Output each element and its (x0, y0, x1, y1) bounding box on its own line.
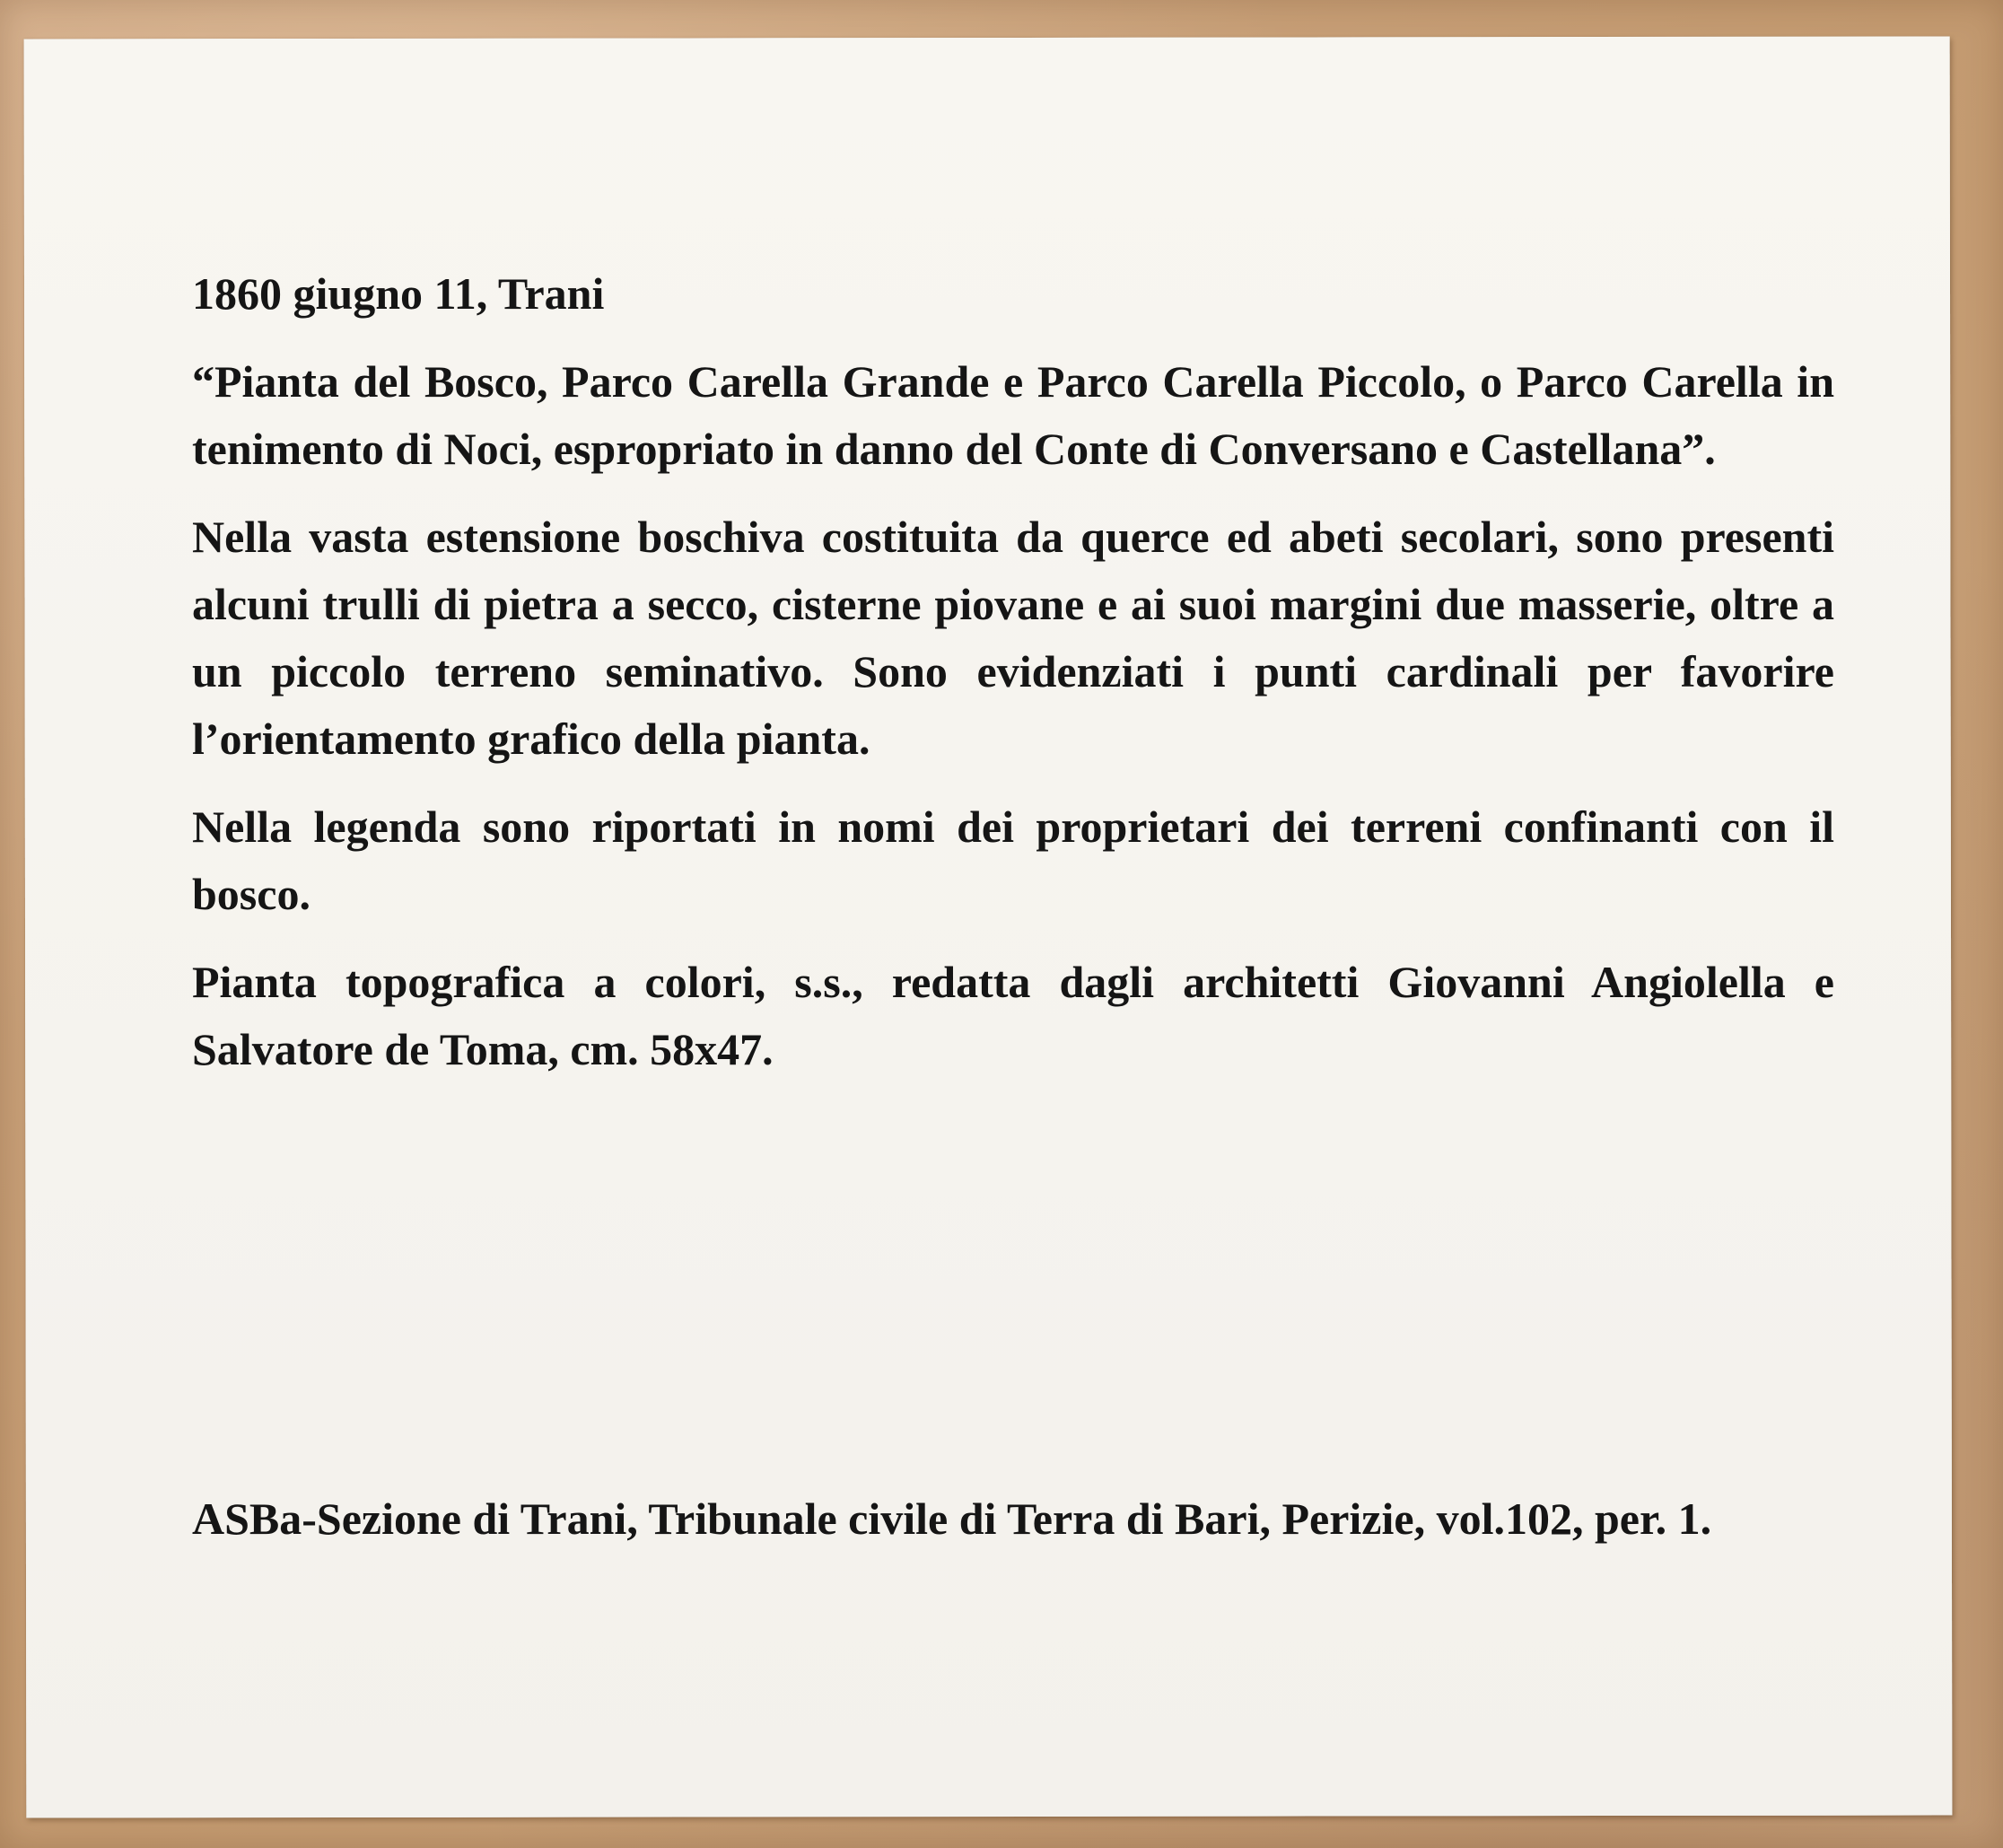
legend-note-paragraph: Nella legenda sono riportati in nomi dei proprietari dei terreni confinanti con il bosco. (192, 801, 1834, 919)
description-paragraph: Nella vasta estensione boschiva costituita da querce ed abeti secolari, sono presenti alcuni trulli di pietra a secco, cisterne piovane e ai suoi margini due masserie, oltre a un piccolo terreno seminativo. Sono evidenziati i punti cardinali per favorire l’orientamento grafico della pianta. (192, 512, 1834, 764)
archival-source: ASBa-Sezione di Trani, Tribunale civile di Terra di Bari, Perizie, vol.102, per. 1. (192, 1493, 1712, 1544)
technical-note-paragraph: Pianta topografica a colori, s.s., redatta dagli architetti Giovanni Angiolella e Salvatore de Toma, cm. 58x47. (192, 957, 1834, 1074)
date-place-line: 1860 giugno 11, Trani (192, 268, 605, 319)
document-title: “Pianta del Bosco, Parco Carella Grande e Parco Carella Piccolo, o Parco Carella in tenimento di Noci, espropriato in danno del Conte di Conversano e Castellana”. (192, 356, 1834, 474)
label-text (192, 260, 1834, 1104)
